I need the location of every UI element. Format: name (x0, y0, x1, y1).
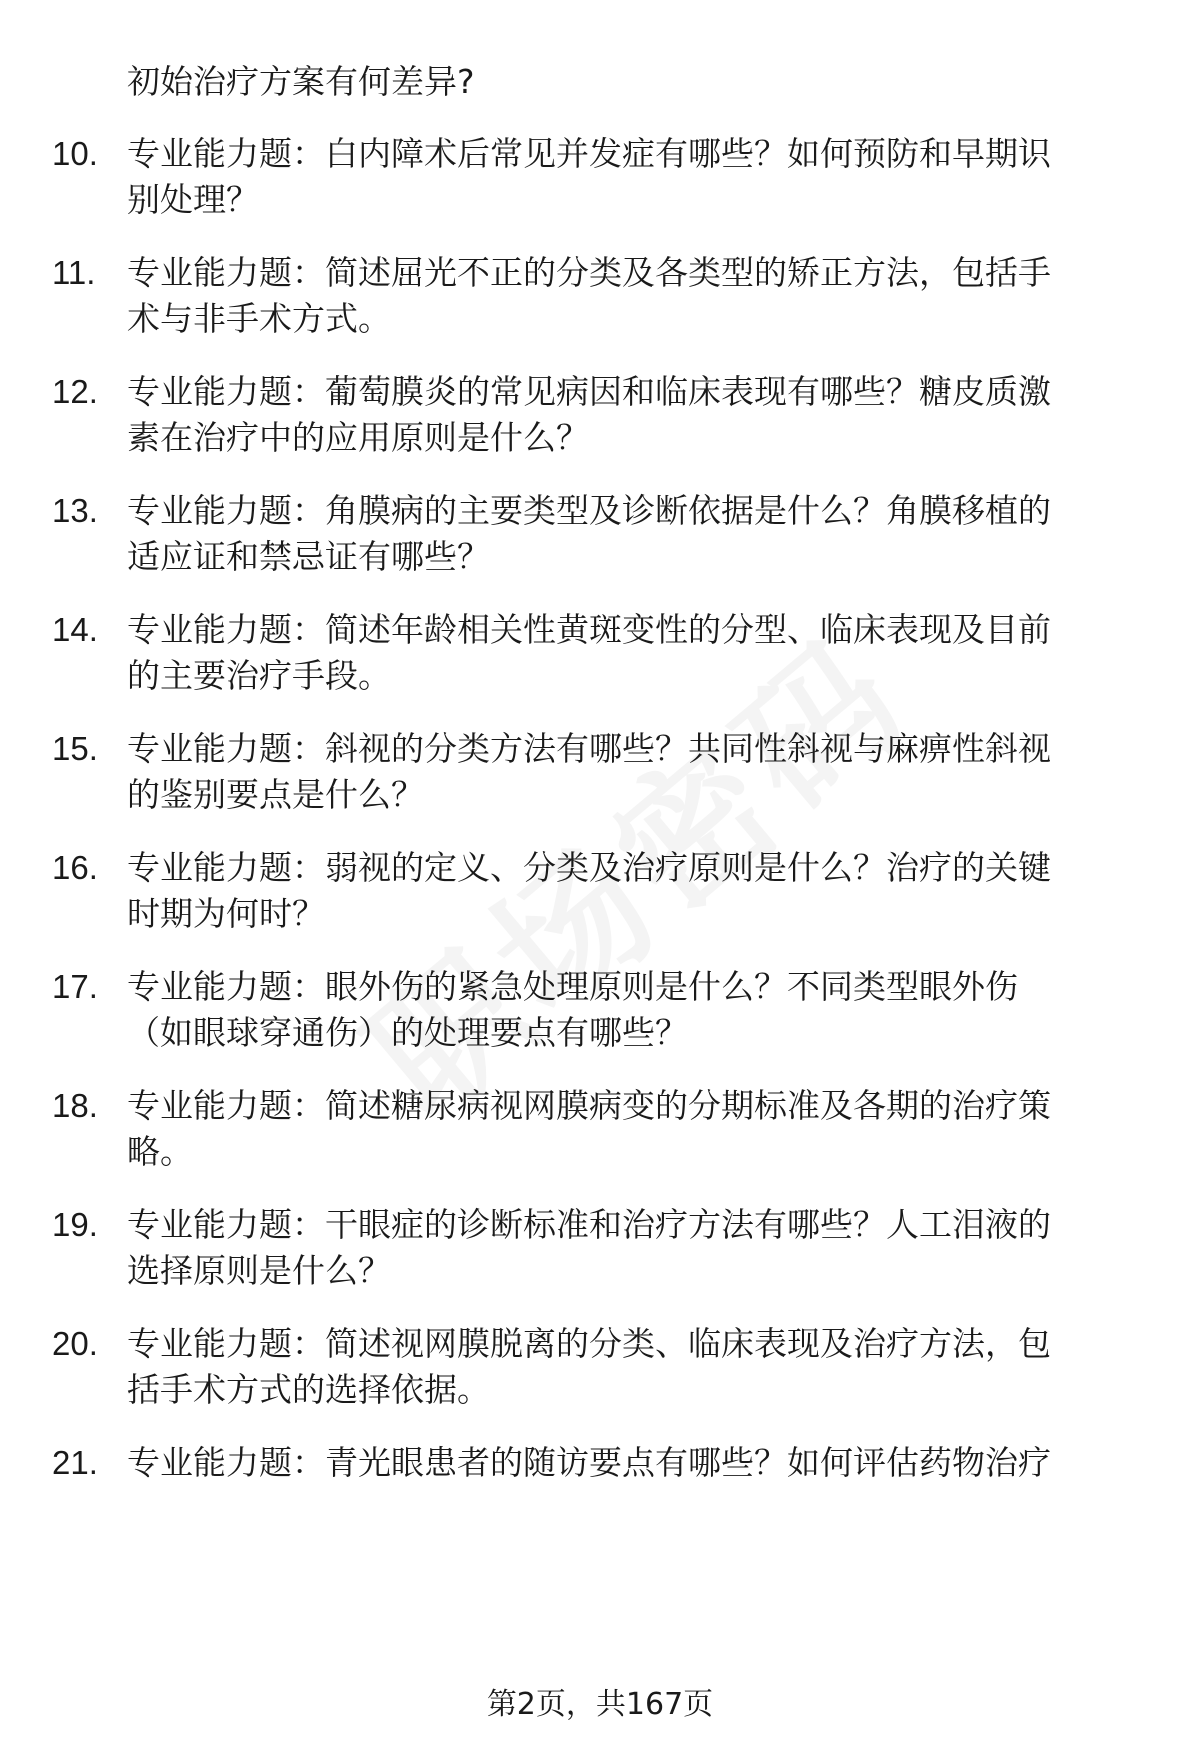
question-number: 16. (52, 849, 98, 886)
question-text-line: 的鉴别要点是什么？ (127, 775, 424, 814)
question-text-line: 专业能力题：弱视的定义、分类及治疗原则是什么？治疗的关键 (127, 848, 1051, 887)
question-number: 15. (52, 730, 98, 767)
question-text-line: 适应证和禁忌证有哪些？ (127, 537, 490, 576)
question-text-line: 别处理？ (127, 180, 259, 219)
question-text-line: 专业能力题：干眼症的诊断标准和治疗方法有哪些？人工泪液的 (127, 1205, 1051, 1244)
question-text-line: 时期为何时？ (127, 894, 325, 933)
page-footer: 第2页，共167页 (486, 1687, 714, 1722)
question-text-line: 专业能力题：简述屈光不正的分类及各类型的矫正方法，包括手 (127, 253, 1051, 292)
question-number: 13. (52, 492, 98, 529)
question-text-line: 专业能力题：葡萄膜炎的常见病因和临床表现有哪些？糖皮质激 (127, 372, 1051, 411)
question-text-line: 术与非手术方式。 (127, 299, 391, 338)
question-number: 19. (52, 1206, 98, 1243)
question-number: 12. (52, 373, 98, 410)
question-text-line: 专业能力题：角膜病的主要类型及诊断依据是什么？角膜移植的 (127, 491, 1051, 530)
question-text-line: 专业能力题：白内障术后常见并发症有哪些？如何预防和早期识 (127, 134, 1051, 173)
question-text-line: 专业能力题：斜视的分类方法有哪些？共同性斜视与麻痹性斜视 (127, 729, 1051, 768)
question-text-line: 略。 (127, 1132, 193, 1171)
question-text-line: （如眼球穿通伤）的处理要点有哪些？ (127, 1013, 688, 1052)
question-text-line: 素在治疗中的应用原则是什么？ (127, 418, 589, 457)
question-number: 18. (52, 1087, 98, 1124)
question-text-line: 专业能力题：简述年龄相关性黄斑变性的分型、临床表现及目前 (127, 610, 1051, 649)
question-text-line: 专业能力题：青光眼患者的随访要点有哪些？如何评估药物治疗 (127, 1443, 1051, 1482)
question-number: 11. (52, 254, 96, 291)
question-text-line: 的主要治疗手段。 (127, 656, 391, 695)
question-text-line: 专业能力题：简述糖尿病视网膜病变的分期标准及各期的治疗策 (127, 1086, 1051, 1125)
question-text-line: 专业能力题：眼外伤的紧急处理原则是什么？不同类型眼外伤 (127, 967, 1018, 1006)
question-text-line: 选择原则是什么？ (127, 1251, 391, 1290)
question-number: 21. (52, 1444, 98, 1481)
question-number: 14. (52, 611, 98, 648)
question-text-line: 专业能力题：简述视网膜脱离的分类、临床表现及治疗方法，包 (127, 1324, 1051, 1363)
question-text-line: 括手术方式的选择依据。 (127, 1370, 490, 1409)
continued-question-text: 初始治疗方案有何差异? (127, 62, 475, 101)
question-number: 17. (52, 968, 98, 1005)
question-number: 20. (52, 1325, 98, 1362)
question-number: 10. (52, 135, 98, 172)
